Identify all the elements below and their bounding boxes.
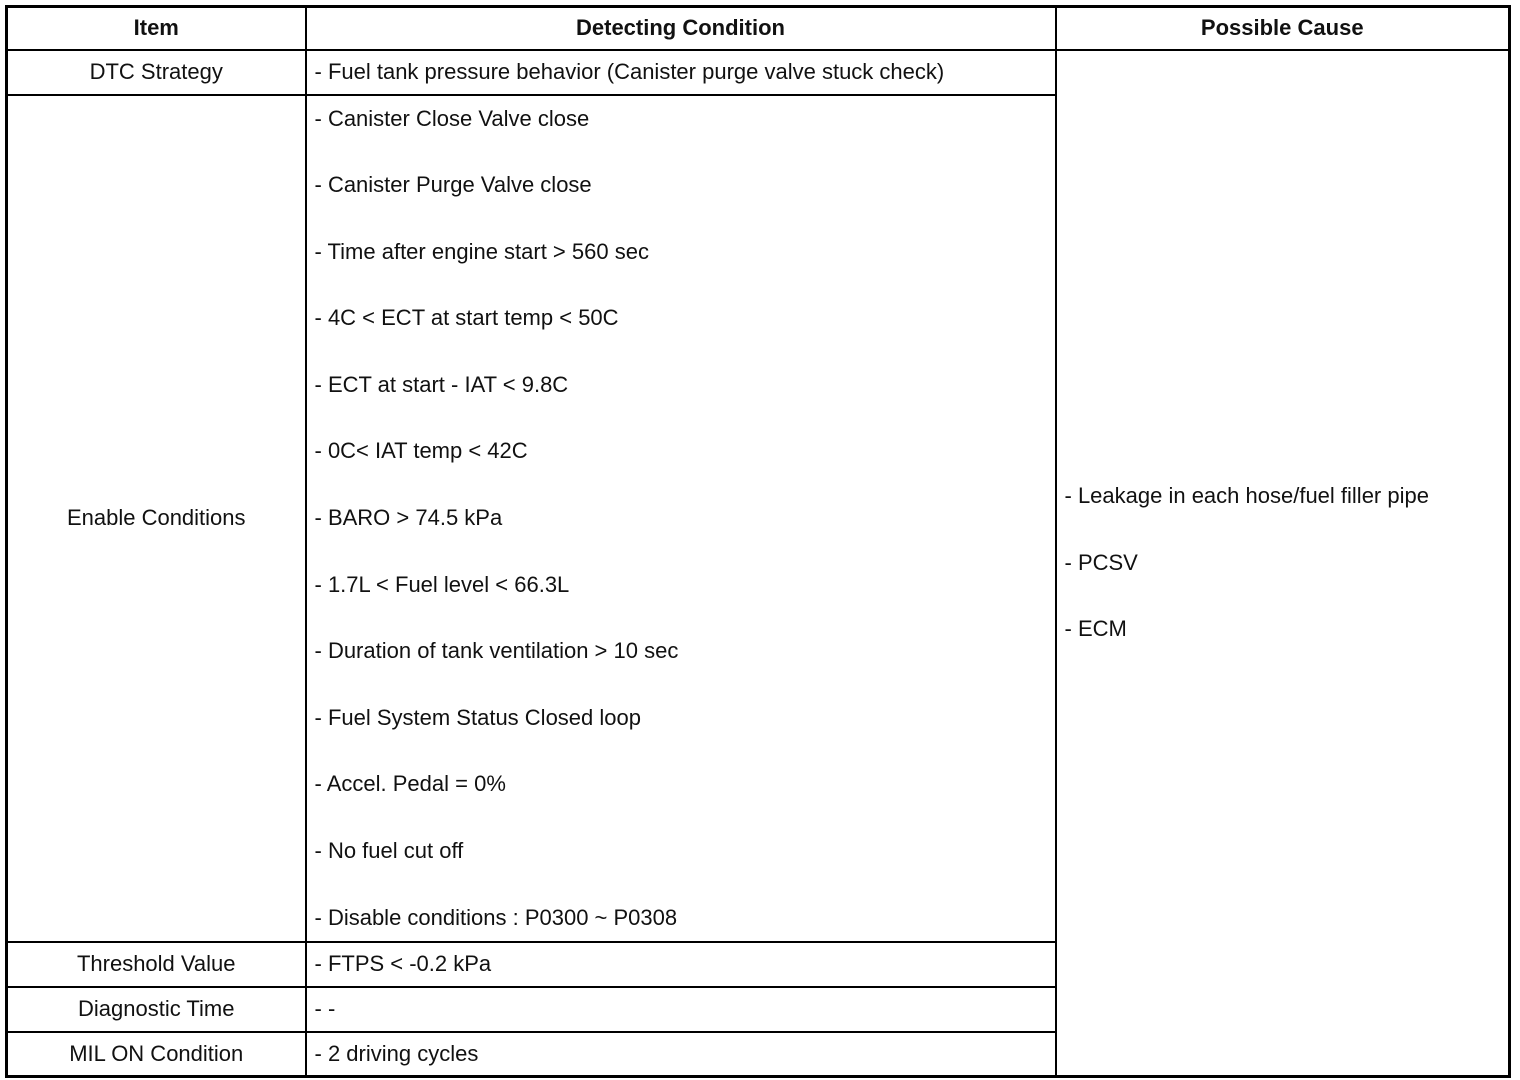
possible-cause-list <box>1065 481 1509 644</box>
detecting-diagnostic-time: - - <box>306 987 1056 1032</box>
list-item: - No fuel cut off <box>314 838 464 864</box>
list-item: - Canister Purge Valve close <box>314 172 592 198</box>
item-threshold-value: Threshold Value <box>7 942 306 987</box>
list-item: - Time after engine start > 560 sec <box>314 238 649 264</box>
detecting-enable-conditions <box>306 95 1056 942</box>
list-item: - Canister Close Valve close <box>314 105 590 131</box>
item-diagnostic-time: Diagnostic Time <box>7 987 306 1032</box>
item-enable-conditions: Enable Conditions <box>7 95 306 942</box>
header-possible-cause: Possible Cause <box>1056 7 1510 50</box>
list-item: - 4C < ECT at start temp < 50C <box>314 305 619 331</box>
list-item: - Leakage in each hose/fuel filler pipe <box>1064 483 1429 509</box>
table-row <box>7 50 1510 95</box>
list-item: - Accel. Pedal = 0% <box>314 771 506 797</box>
header-item: Item <box>7 7 306 50</box>
dtc-table <box>5 5 1511 1078</box>
enable-conditions-list <box>315 96 1055 941</box>
header-row <box>7 7 1510 50</box>
item-dtc-strategy: DTC Strategy <box>7 50 306 95</box>
item-mil-on-condition: MIL ON Condition <box>7 1032 306 1077</box>
list-item: - ECT at start - IAT < 9.8C <box>314 371 569 397</box>
header-detecting-condition: Detecting Condition <box>306 7 1056 50</box>
list-item: - BARO > 74.5 kPa <box>314 505 503 531</box>
list-item: - PCSV <box>1064 549 1138 575</box>
possible-cause-cell <box>1056 50 1510 1077</box>
list-item: - ECM <box>1064 616 1127 642</box>
detecting-mil-on-condition: - 2 driving cycles <box>306 1032 1056 1077</box>
detecting-threshold-value: - FTPS < -0.2 kPa <box>306 942 1056 987</box>
list-item: - 0C< IAT temp < 42C <box>314 438 528 464</box>
list-item: - Duration of tank ventilation > 10 sec <box>314 638 679 664</box>
list-item: - Fuel System Status Closed loop <box>314 704 641 730</box>
list-item: - Disable conditions : P0300 ~ P0308 <box>314 904 678 930</box>
list-item: - 1.7L < Fuel level < 66.3L <box>314 571 570 597</box>
detecting-dtc-strategy: - Fuel tank pressure behavior (Canister purge valve stuck check) <box>306 50 1056 95</box>
